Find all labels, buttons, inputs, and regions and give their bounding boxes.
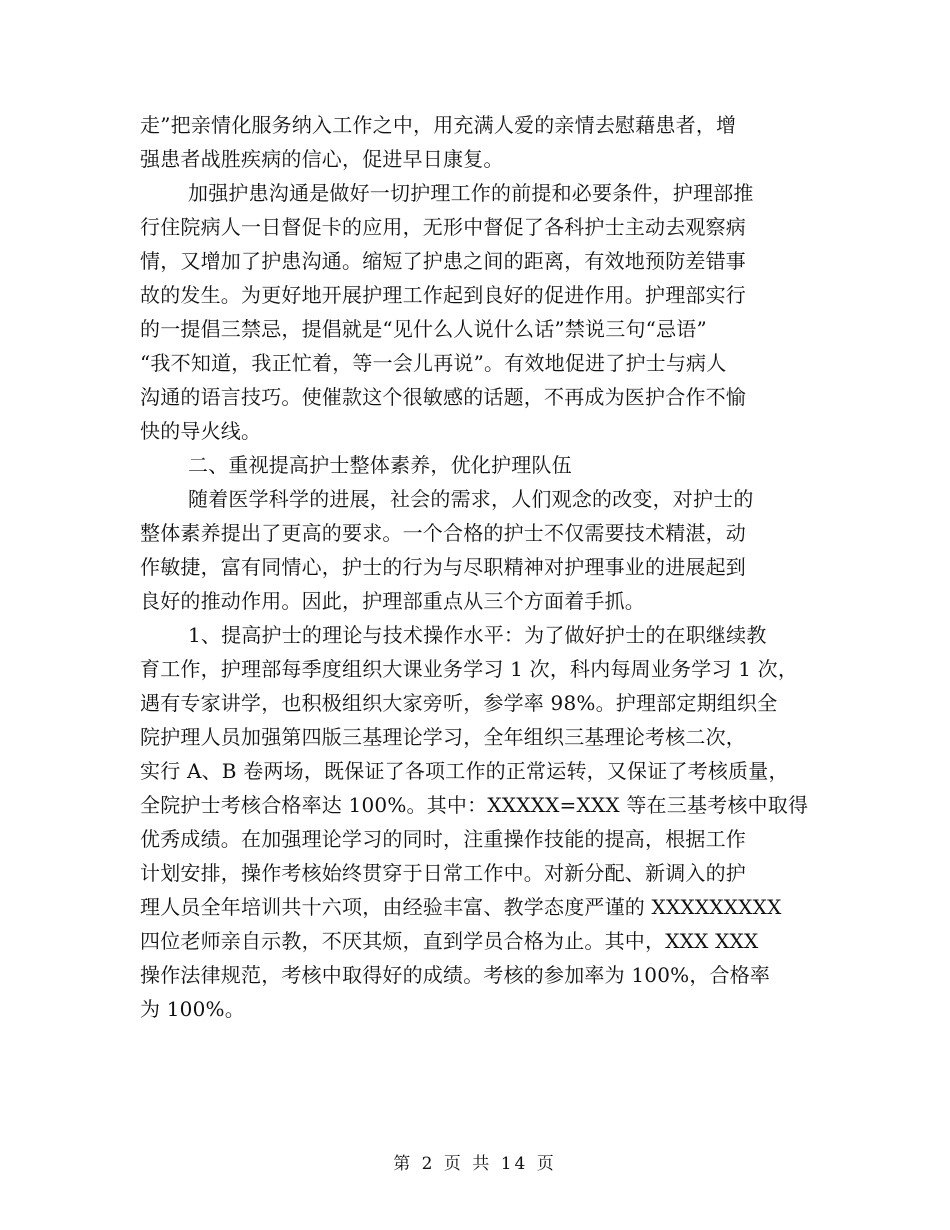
section-heading: 二、重视提高护士整体素养，优化护理队伍 — [188, 453, 572, 477]
paragraph-start-line: 1、提高护士的理论与技术操作水平：为了做好护士的在职继续教 — [188, 623, 767, 647]
text-line: 作敏捷，富有同情心，护士的行为与尽职精神对护理事业的进展起到 — [140, 555, 746, 579]
text-line: 为 100%。 — [140, 997, 245, 1021]
text-line: 院护理人员加强第四版三基理论学习，全年组织三基理论考核二次， — [140, 725, 746, 749]
text-line: 全院护士考核合格率达 100%。其中：XXXXX=XXX 等在三基考核中取得 — [140, 793, 809, 817]
text-line: 四位老师亲自示教，不厌其烦，直到学员合格为止。其中，XXX XXX — [140, 929, 759, 953]
document-body — [140, 108, 810, 1026]
text-line: 强患者战胜疾病的信心，促进早日康复。 — [140, 147, 504, 171]
text-line: 操作法律规范，考核中取得好的成绩。考核的参加率为 100%，合格率 — [140, 963, 771, 987]
page-number-label: 第 2 页 共 14 页 — [393, 1154, 557, 1174]
text-line: 育工作，护理部每季度组织大课业务学习 1 次，科内每周业务学习 1 次， — [140, 657, 799, 681]
text-line: 快的导火线。 — [140, 419, 262, 443]
text-line: 故的发生。为更好地开展护理工作起到良好的促进作用。护理部实行 — [140, 283, 746, 307]
text-line: 沟通的语言技巧。使催款这个很敏感的话题，不再成为医护合作不愉 — [140, 385, 746, 409]
text-line: 计划安排，操作考核始终贯穿于日常工作中。对新分配、新调入的护 — [140, 861, 746, 885]
paragraph-start-line: 加强护患沟通是做好一切护理工作的前提和必要条件，护理部推 — [188, 181, 754, 205]
text-line: 实行 A、B 卷两场，既保证了各项工作的正常运转，又保证了考核质量， — [140, 759, 789, 783]
text-line: 行住院病人一日督促卡的应用，无形中督促了各科护士主动去观察病 — [140, 215, 746, 239]
page-footer — [0, 1152, 950, 1176]
text-line: 的一提倡三禁忌，提倡就是“见什么人说什么话”禁说三句“忌语” — [140, 317, 707, 341]
text-line: 良好的推动作用。因此，护理部重点从三个方面着手抓。 — [140, 589, 645, 613]
text-line: 走”把亲情化服务纳入工作之中，用充满人爱的亲情去慰藉患者，增 — [140, 113, 737, 137]
text-line: 理人员全年培训共十六项，由经验丰富、教学态度严谨的 XXXXXXXXX — [140, 895, 782, 919]
text-line: 情，又增加了护患沟通。缩短了护患之间的距离，有效地预防差错事 — [140, 249, 746, 273]
paragraph-start-line: 随着医学科学的进展，社会的需求，人们观念的改变，对护士的 — [188, 487, 754, 511]
text-line: 优秀成绩。在加强理论学习的同时，注重操作技能的提高，根据工作 — [140, 827, 746, 851]
text-line: 遇有专家讲学，也积极组织大家旁听，参学率 98%。护理部定期组织全 — [140, 691, 778, 715]
text-line: “我不知道，我正忙着，等一会儿再说”。有效地促进了护士与病人 — [140, 351, 727, 375]
text-line: 整体素养提出了更高的要求。一个合格的护士不仅需要技术精湛，动 — [140, 521, 746, 545]
